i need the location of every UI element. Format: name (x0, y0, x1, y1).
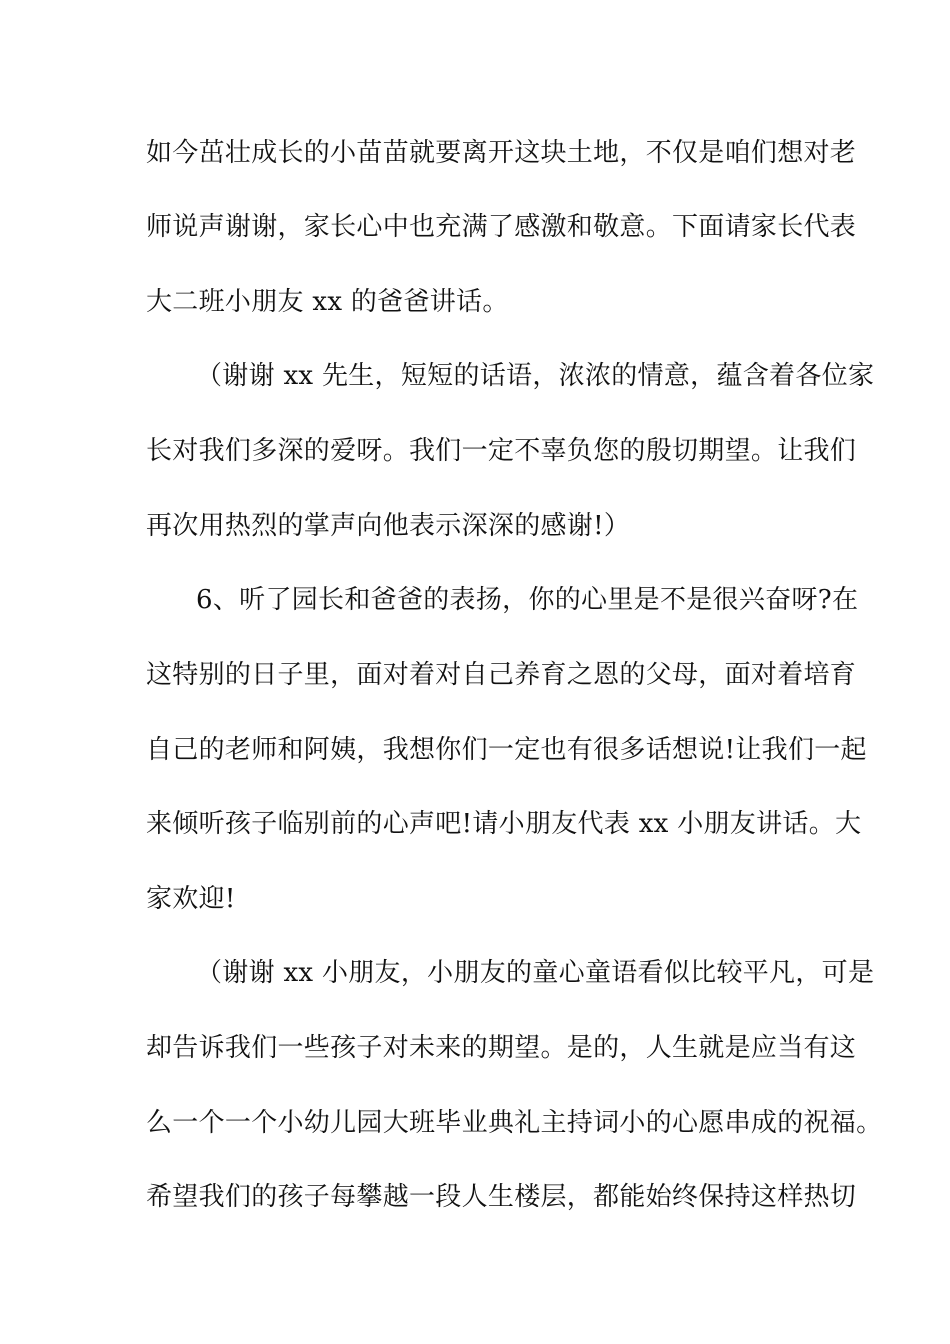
text-line: 家欢迎! (146, 884, 236, 914)
text-line: 师说声谢谢，家长心中也充满了感激和敬意。下面请家长代表 (146, 212, 857, 242)
text-line: 如今茁壮成长的小苗苗就要离开这块土地，不仅是咱们想对老 (146, 138, 857, 168)
text-line: 大二班小朋友 xx 的爸爸讲话。 (146, 287, 509, 317)
text-line: 再次用热烈的掌声向他表示深深的感谢!） (146, 511, 631, 541)
text-line: 却告诉我们一些孩子对未来的期望。是的，人生就是应当有这 (146, 1033, 857, 1063)
text-line: 自己的老师和阿姨，我想你们一定也有很多话想说!让我们一起 (146, 735, 867, 765)
text-line: （谢谢 xx 小朋友，小朋友的童心童语看似比较平凡，可是 (196, 958, 875, 988)
text-line: 6、听了园长和爸爸的表扬，你的心里是不是很兴奋呀?在 (196, 585, 859, 615)
text-line: 希望我们的孩子每攀越一段人生楼层，都能始终保持这样热切 (146, 1182, 857, 1212)
text-line: （谢谢 xx 先生，短短的话语，浓浓的情意，蕴含着各位家 (196, 361, 875, 391)
text-line: 这特别的日子里，面对着对自己养育之恩的父母，面对着培育 (146, 660, 857, 690)
text-line: 来倾听孩子临别前的心声吧!请小朋友代表 xx 小朋友讲话。大 (146, 809, 862, 839)
text-line: 么一个一个小幼儿园大班毕业典礼主持词小的心愿串成的祝福。 (146, 1108, 883, 1138)
text-line: 长对我们多深的爱呀。我们一定不辜负您的殷切期望。让我们 (146, 436, 857, 466)
